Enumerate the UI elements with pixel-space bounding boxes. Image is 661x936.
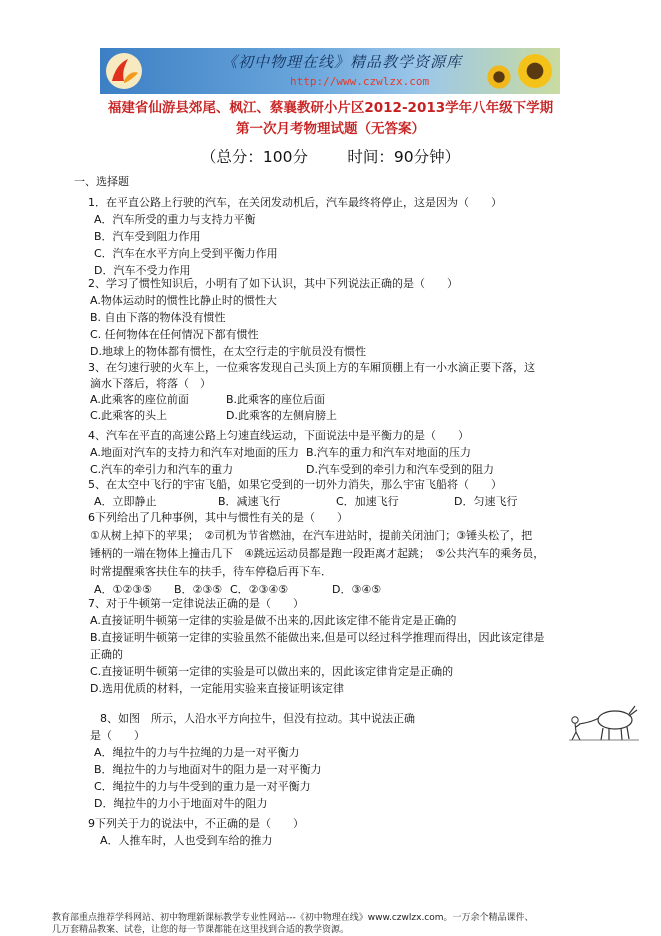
question-text-line: ①从树上掉下的苹果； ②司机为节省燃油，在汽车进站时，提前关闭油门；③锤头松了，把 <box>90 529 533 542</box>
question-text-line: 滴水下落后，将落（ ） <box>90 377 211 390</box>
person-pulling-ox-illustration <box>567 702 641 744</box>
answer-option: A.地面对汽车的支持力和汽车对地面的压力 <box>90 446 299 459</box>
answer-option: C．②③④⑤ <box>230 583 289 596</box>
page-title-line2: 第一次月考物理试题（无答案） <box>236 121 425 137</box>
answer-option: C.汽车的牵引力和汽车的重力 <box>90 463 234 476</box>
question-stem: 8、如图 所示，人沿水平方向拉牛，但没有拉动。其中说法正确 <box>100 712 415 725</box>
total-score: （总分：100分 <box>200 148 308 166</box>
page-title-line1: 福建省仙游县郊尾、枫江、蔡襄教研小片区2012-2013学年八年级下学期 <box>107 100 554 116</box>
answer-option: A.物体运动时的惯性比静止时的惯性大 <box>90 294 277 307</box>
site-logo-icon <box>104 51 144 91</box>
question-text-line: 时常提醒乘客扶住车的扶手，待车停稳后再下车． <box>90 565 332 578</box>
answer-option: B．减速飞行 <box>218 495 281 508</box>
section-heading: 一、选择题 <box>74 175 129 188</box>
answer-option: C．绳拉牛的力与牛受到的重力是一对平衡力 <box>94 780 311 793</box>
banner-title: 《初中物理在线》精品教学资源库 <box>222 53 463 71</box>
answer-option: A．人推车时，人也受到车给的推力 <box>100 834 273 847</box>
answer-option: C. 任何物体在任何情况下都有惯性 <box>90 328 259 341</box>
question-text-line: B.直接证明牛顿第一定律的实验虽然不能做出来,但是可以经过科学推理而得出，因此该定律是 <box>90 631 545 644</box>
answer-option: C．加速飞行 <box>336 495 399 508</box>
sunflower-icon <box>486 64 512 90</box>
question-text-line: A.直接证明牛顿第一定律的实验是做不出来的,因此该定律不能肯定是正确的 <box>90 614 457 627</box>
answer-option: A．绳拉牛的力与牛拉绳的力是一对平衡力 <box>94 746 300 759</box>
header-banner <box>100 48 560 94</box>
question-text-line: 锤柄的一端在物体上撞击几下 ④跳远运动员都是跑一段距离才起跳； ⑤公共汽车的乘务员， <box>90 547 545 560</box>
time-limit: 时间：90分钟） <box>347 148 461 166</box>
answer-option: A．立即静止 <box>94 495 157 508</box>
question-text-line: C.直接证明牛顿第一定律的实验是可以做出来的，因此该定律肯定是正确的 <box>90 665 454 678</box>
answer-option: B.汽车的重力和汽车对地面的压力 <box>306 446 472 459</box>
answer-option: C．汽车在水平方向上受到平衡力作用 <box>94 247 278 260</box>
answer-option: B．绳拉牛的力与地面对牛的阻力是一对平衡力 <box>94 763 322 776</box>
question-stem: 1．在平直公路上行驶的汽车，在关闭发动机后，汽车最终将停止，这是因为（ ） <box>88 196 502 209</box>
answer-option: A.此乘客的座位前面 <box>90 393 189 406</box>
footer-line2: 几万套精品教案、试卷，让您的每一节课都能在这里找到合适的教学资源。 <box>52 925 350 935</box>
answer-option: D．③④⑤ <box>332 583 382 596</box>
question-text-line: 正确的 <box>90 648 123 661</box>
answer-option: B．汽车受到阻力作用 <box>94 230 201 243</box>
banner-url[interactable]: http://www.czwlzx.com <box>290 75 430 88</box>
question-stem: 4、汽车在平直的高速公路上匀速直线运动，下面说法中是平衡力的是（ ） <box>88 429 469 442</box>
footer-line1: 教育部重点推荐学科网站、初中物理新课标教学专业性网站---《初中物理在线》www.czwlzx.com。一万余个精品课件、 <box>52 913 534 923</box>
answer-option: A．①②③⑤ <box>94 583 152 596</box>
answer-option: D.此乘客的左侧肩膀上 <box>226 409 337 422</box>
answer-option: D．汽车不受力作用 <box>94 264 191 277</box>
sunflower-icon <box>516 52 554 90</box>
answer-option: A．汽车所受的重力与支持力平衡 <box>94 213 256 226</box>
answer-option: D.地球上的物体都有惯性，在太空行走的宇航员没有惯性 <box>90 345 366 358</box>
exam-meta <box>0 145 661 167</box>
answer-option: B. 自由下落的物体没有惯性 <box>90 311 226 324</box>
question-stem: 9下列关于力的说法中，不正确的是（ ） <box>88 817 304 830</box>
question-text-line: 是（ ） <box>90 729 145 742</box>
answer-option: B.此乘客的座位后面 <box>226 393 326 406</box>
answer-option: D．匀速飞行 <box>454 495 518 508</box>
question-text-line: D.选用优质的材料，一定能用实验来直接证明该定律 <box>90 682 344 695</box>
answer-option: B．②③⑤ <box>174 583 223 596</box>
answer-option: C.此乘客的头上 <box>90 409 168 422</box>
question-stem: 3、在匀速行驶的火车上，一位乘客发现自己头顶上方的车厢顶棚上有一小水滴正要下落，这 <box>88 361 535 374</box>
answer-option: D.汽车受到的牵引力和汽车受到的阻力 <box>306 463 494 476</box>
question-stem: 7、对于牛顿第一定律说法正确的是（ ） <box>88 597 304 610</box>
answer-option: D．绳拉牛的力小于地面对牛的阻力 <box>94 797 268 810</box>
question-stem: 6下列给出了几种事例，其中与惯性有关的是（ ） <box>88 511 348 524</box>
question-stem: 2、学习了惯性知识后，小明有了如下认识，其中下列说法正确的是（ ） <box>88 277 458 290</box>
question-stem: 5、在太空中飞行的宇宙飞船，如果它受到的一切外力消失，那么宇宙飞船将（ ） <box>88 478 502 491</box>
